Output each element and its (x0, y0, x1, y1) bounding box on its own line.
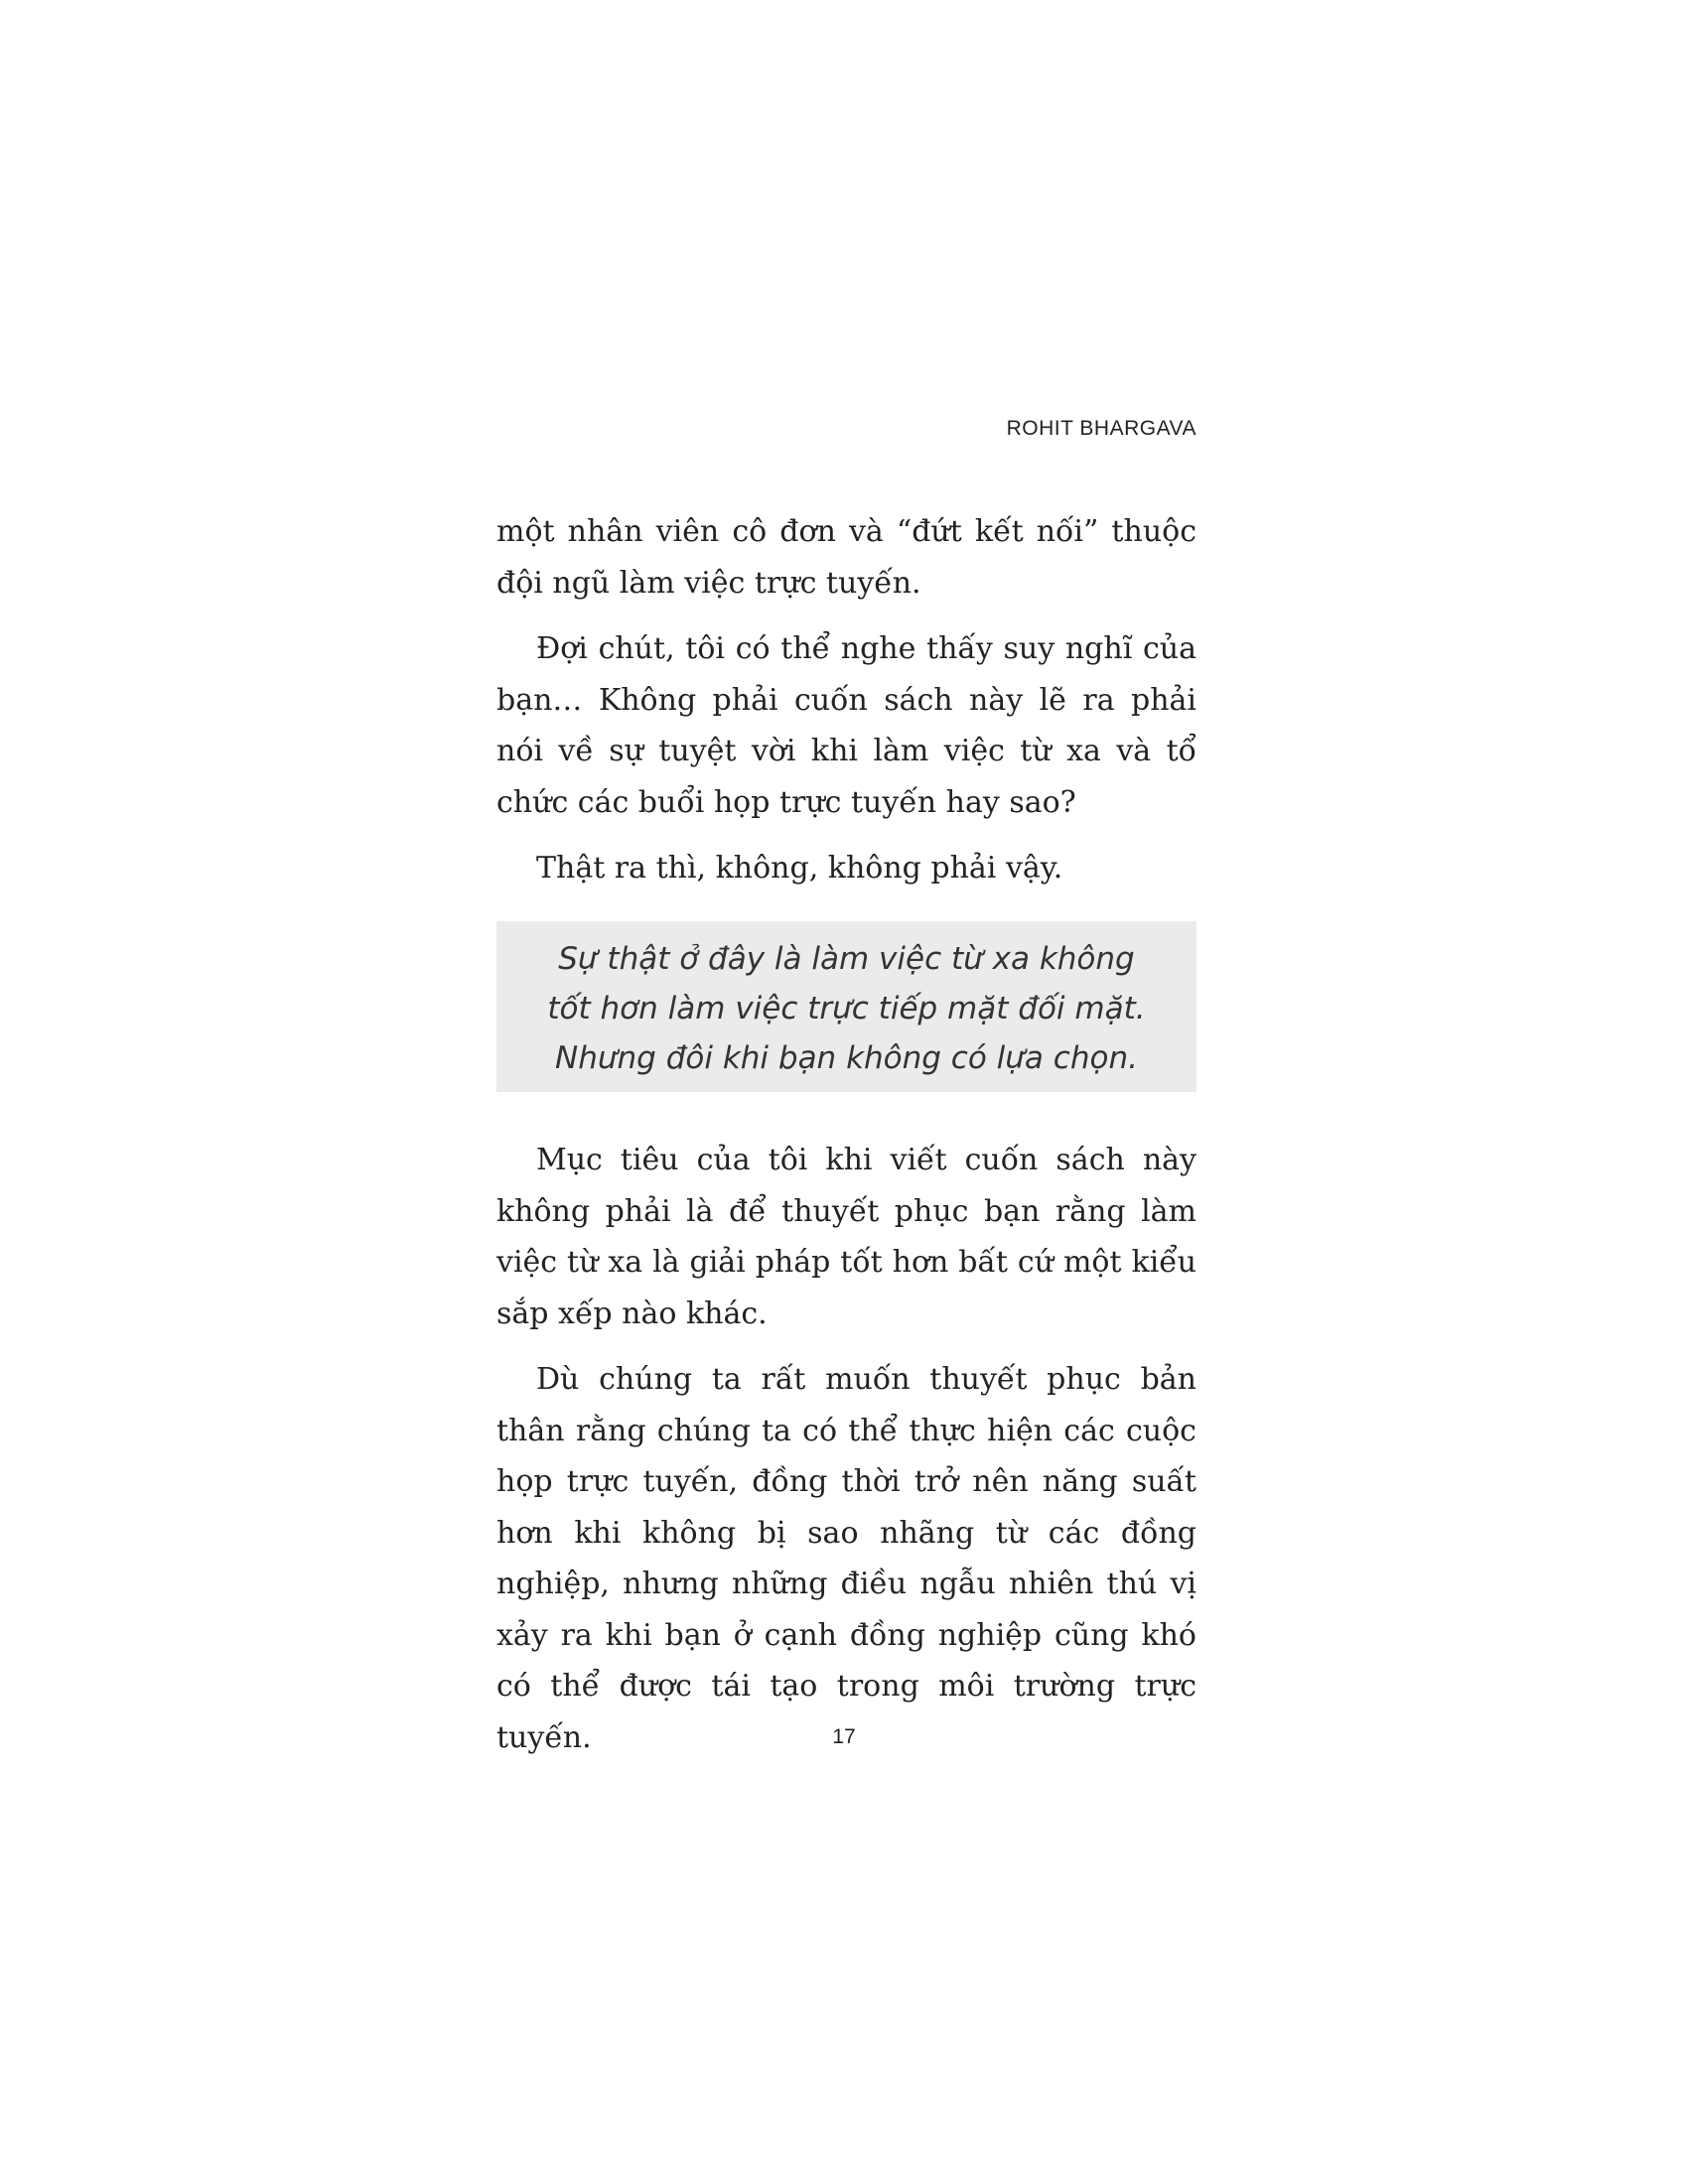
pull-quote-box (496, 921, 1196, 1092)
paragraph: Thật ra thì, không, không phải vậy. (536, 851, 1063, 886)
page-number: 17 (832, 1725, 856, 1748)
pull-quote-line: tốt hơn làm việc trực tiếp mặt đối mặt. (547, 991, 1146, 1026)
body-text-bottom (496, 1135, 1196, 1778)
paragraph: Đợi chút, tôi có thể nghe thấy suy nghĩ của bạn… Không phải cuốn sách này lẽ ra phải nói về sự tuyệt vời khi làm việc từ xa và tổ chức các buổi họp trực tuyến hay sao? (496, 631, 1196, 820)
paragraph: Mục tiêu của tôi khi viết cuốn sách này không phải là để thuyết phục bạn rằng làm việc từ xa là giải pháp tốt hơn bất cứ một kiểu sắp xếp nào khác. (496, 1143, 1196, 1331)
paragraph: Dù chúng ta rất muốn thuyết phục bản thân rằng chúng ta có thể thực hiện các cuộc họp trực tuyến, đồng thời trở nên năng suất hơn khi không bị sao nhãng từ các đồng nghiệp, nhưng những điều ngẫu nhiên thú vị xảy ra khi bạn ở cạnh đồng nghiệp cũng khó có thể được tái tạo trong môi trường trực tuyến. (496, 1362, 1196, 1755)
paragraph-continuation: một nhân viên cô đơn và “đứt kết nối” thuộc đội ngũ làm việc trực tuyến. (496, 514, 1196, 601)
pull-quote-line: Nhưng đôi khi bạn không có lựa chọn. (555, 1040, 1138, 1076)
body-text-top (496, 506, 1196, 909)
pull-quote-line: Sự thật ở đây là làm việc từ xa không (558, 941, 1135, 977)
running-head-author: ROHIT BHARGAVA (1006, 417, 1196, 440)
